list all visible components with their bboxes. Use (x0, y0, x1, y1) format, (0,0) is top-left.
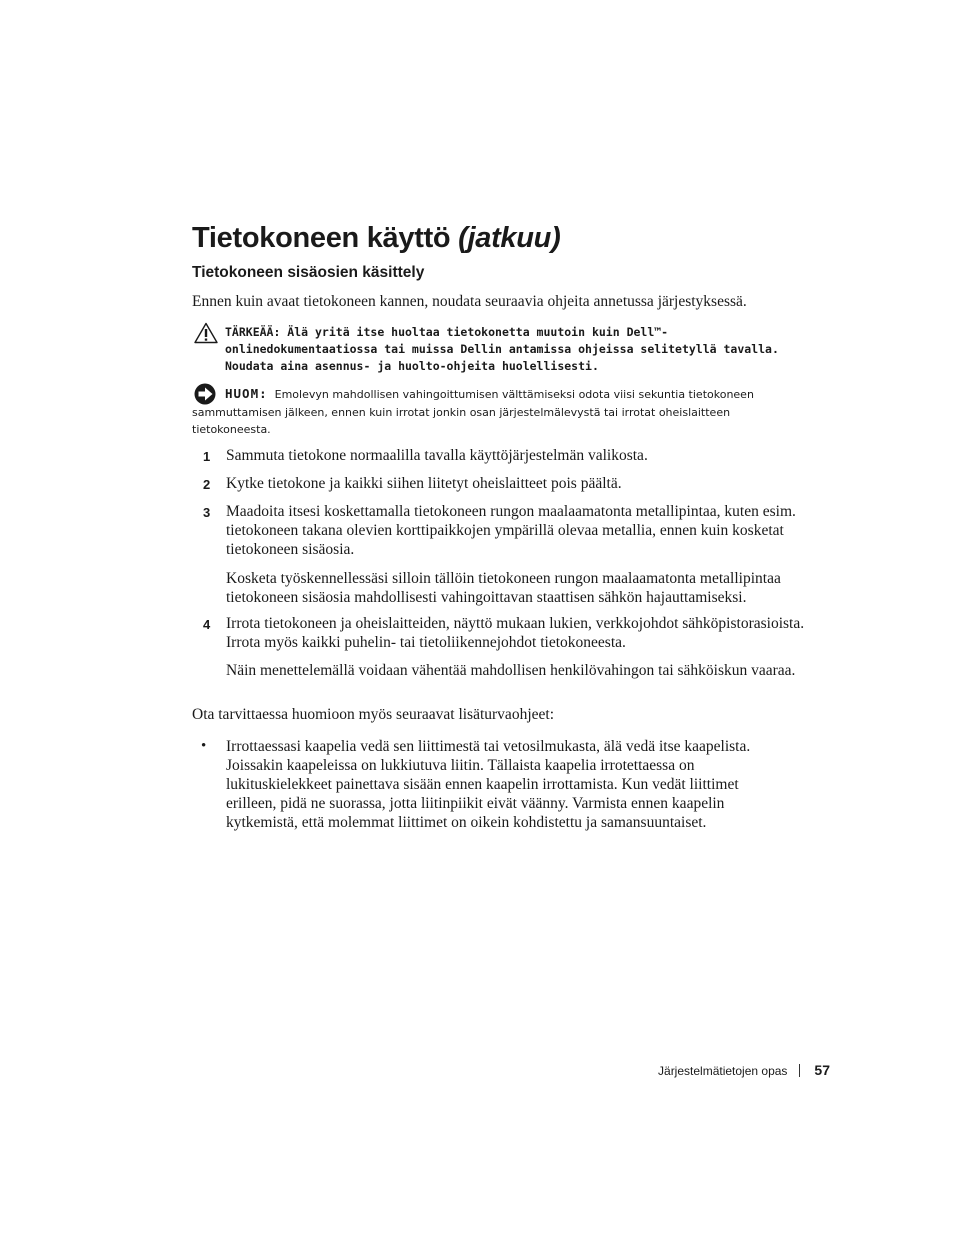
page-title-main: Tietokoneen käyttö (192, 222, 451, 254)
after-steps-paragraph: Ota tarvittaessa huomioon myös seuraavat lisäturvaohjeet: (192, 706, 554, 723)
step-text: Maadoita itsesi koskettamalla tietokoneen rungon maalaamatonta metallipintaa, kuten esim. tietokoneen takana olevien korttipaikkojen ympärillä olevaa metallia, ennen kuin kosketat tietokoneen sisäosia. (226, 503, 796, 558)
bullet-symbol: • (201, 738, 207, 754)
step-extra-text: Kosketa työskennellessäsi silloin tällöin tietokoneen rungon maalaamatonta metallipintaa tietokoneen sisäosia mahdollisesti vahingoittavan staattisen sähkön hajauttamiseksi. (226, 570, 781, 606)
warning-line: Noudata aina asennus- ja huolto-ohjeita huolellisesti. (225, 359, 599, 373)
step-text: Sammuta tietokone normaalilla tavalla käyttöjärjestelmän valikosta. (226, 447, 648, 464)
arrow-right-circle-icon (194, 383, 218, 405)
intro-paragraph: Ennen kuin avaat tietokoneen kannen, noudata seuraavia ohjeita annetussa järjestyksessä. (192, 293, 747, 310)
footer-divider (799, 1064, 800, 1077)
section-heading: Tietokoneen sisäosien käsittely (192, 264, 425, 281)
bullet-text: Irrottaessasi kaapelia vedä sen liittimestä tai vetosilmukasta, älä vedä itse kaapelista. Joissakin kaapeleissa on lukkiutuva liitin. Tällaista kaapelia irrotettaessa on lukituskielekkeet painettava sisään ennen kaapelin irrottamista. Kun vedät liittimet erilleen, pidä ne suorassa, jotta liitinpiikit eivät väänny. Varmista ennen kaapelin kytkemistä, että molemmat liittimet on oikein kohdistettu ja samansuuntaiset. (226, 738, 751, 831)
step-extra-text: Näin menettelemällä voidaan vähentää mahdollisen henkilövahingon tai sähköiskun vaaraa. (226, 662, 796, 679)
note-text (192, 385, 815, 439)
step-text: Kytke tietokone ja kaikki siihen liitetyt oheislaitteet pois päältä. (226, 475, 622, 492)
footer-doc-title: Järjestelmätietojen opas (658, 1064, 788, 1078)
step-number: 1 (203, 449, 211, 464)
note-line: tietokoneesta. (192, 423, 271, 436)
page-title-continued: (jatkuu) (458, 222, 561, 254)
warning-line: TÄRKEÄÄ: Älä yritä itse huoltaa tietokonetta muutoin kuin Dell™- (225, 325, 669, 339)
warning-line: onlinedokumentaatiossa tai muissa Dellin antamissa ohjeissa selitetyllä tavalla. (225, 342, 779, 356)
page-number: 57 (814, 1062, 830, 1078)
step-text: Irrota tietokoneen ja oheislaitteiden, näyttö mukaan lukien, verkkojohdot sähköpistorasioista. Irrota myös kaikki puhelin- tai tietoliikennejohdot tietokoneesta. (226, 615, 805, 651)
note-line: sammuttamisen jälkeen, ennen kuin irrotat jonkin osan järjestelmälevystä tai irrotat oheislaitteen (192, 405, 731, 419)
step-number: 3 (203, 505, 211, 520)
page-footer (658, 1062, 830, 1078)
page-title (192, 222, 560, 255)
note-label: HUOM: (225, 386, 268, 401)
warning-triangle-icon (194, 322, 218, 344)
note-line: Emolevyn mahdollisen vahingoittumisen välttämiseksi odota viisi sekuntia tietokoneen (274, 388, 754, 401)
warning-text (225, 324, 815, 375)
step-number: 2 (203, 477, 211, 492)
step-number: 4 (203, 617, 211, 632)
